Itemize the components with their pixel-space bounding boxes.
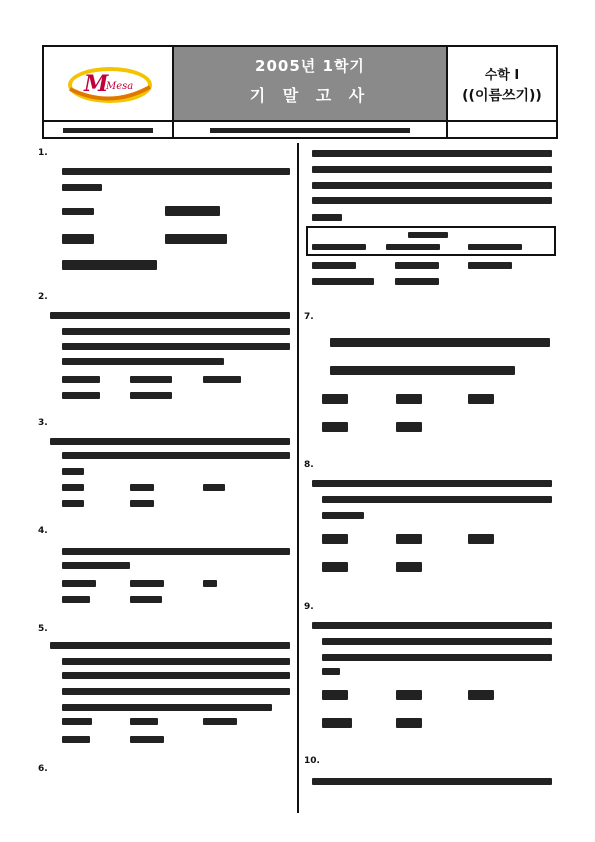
answer-option bbox=[62, 484, 84, 491]
question-number: 4. bbox=[38, 526, 48, 536]
answer-option bbox=[130, 392, 172, 399]
question-text-line bbox=[62, 328, 290, 335]
answer-option bbox=[395, 262, 439, 269]
answer-option bbox=[396, 718, 422, 728]
svg-text:M: M bbox=[84, 71, 109, 97]
question-text-line bbox=[330, 338, 550, 347]
question-text-line bbox=[322, 512, 364, 519]
exam-header bbox=[42, 45, 558, 139]
question-number: 8. bbox=[304, 460, 314, 470]
question-text-line bbox=[322, 654, 552, 661]
answer-option bbox=[165, 234, 227, 244]
subject-cell bbox=[448, 47, 556, 120]
answer-option bbox=[62, 718, 92, 725]
answer-option bbox=[165, 206, 220, 216]
answer-option bbox=[468, 534, 494, 544]
question-number: 10. bbox=[304, 756, 320, 766]
answer-option bbox=[396, 562, 422, 572]
question-text-line bbox=[62, 672, 290, 679]
question-text-line bbox=[62, 658, 290, 665]
question-text-line bbox=[62, 168, 290, 175]
subject-name: 수학 I bbox=[484, 68, 520, 83]
answer-option bbox=[62, 580, 96, 587]
answer-option bbox=[203, 484, 225, 491]
answer-option bbox=[62, 208, 94, 215]
header-info-row bbox=[44, 120, 556, 139]
question-text-line bbox=[312, 166, 552, 173]
answer-option bbox=[130, 500, 154, 507]
question-number: 7. bbox=[304, 312, 314, 322]
question-text-line bbox=[50, 438, 290, 445]
question-text-line bbox=[312, 214, 342, 221]
answer-option bbox=[322, 562, 348, 572]
question-number: 6. bbox=[38, 764, 48, 774]
header-info-left bbox=[44, 122, 174, 139]
exam-title: 기 말 고 사 bbox=[249, 86, 371, 105]
answer-option bbox=[396, 690, 422, 700]
answer-option bbox=[203, 376, 241, 383]
question-text-line bbox=[62, 343, 290, 350]
question-text-line bbox=[62, 452, 290, 459]
answer-option bbox=[322, 394, 348, 404]
question-text-line bbox=[62, 468, 84, 475]
box-text bbox=[386, 244, 440, 250]
answer-option bbox=[396, 422, 422, 432]
question-number: 3. bbox=[38, 418, 48, 428]
question-text-line bbox=[50, 312, 290, 319]
answer-option bbox=[312, 278, 374, 285]
question-text-line bbox=[322, 668, 340, 675]
answer-option bbox=[322, 690, 348, 700]
answer-option bbox=[203, 718, 237, 725]
box-text bbox=[468, 244, 522, 250]
answer-option bbox=[130, 376, 172, 383]
question-text-line bbox=[312, 480, 552, 487]
question-text-line bbox=[62, 548, 290, 555]
answer-option bbox=[468, 394, 494, 404]
answer-option bbox=[312, 262, 356, 269]
question-text-line bbox=[312, 622, 552, 629]
question-text-line bbox=[312, 197, 552, 204]
name-field: ((이름쓰기)) bbox=[462, 88, 542, 104]
question-text-line bbox=[50, 642, 290, 649]
question-number: 9. bbox=[304, 602, 314, 612]
answer-option bbox=[62, 234, 94, 244]
condition-box bbox=[306, 226, 556, 256]
question-number: 5. bbox=[38, 624, 48, 634]
answer-option bbox=[130, 718, 158, 725]
question-text-line bbox=[322, 638, 552, 645]
answer-option bbox=[322, 422, 348, 432]
answer-option bbox=[468, 690, 494, 700]
answer-option bbox=[468, 262, 512, 269]
question-text-line bbox=[62, 704, 272, 711]
answer-option bbox=[62, 500, 84, 507]
box-text bbox=[408, 232, 448, 238]
header-info-mid bbox=[174, 122, 448, 139]
question-text-line bbox=[312, 150, 552, 157]
title-cell bbox=[174, 47, 448, 120]
question-text-line bbox=[62, 562, 130, 569]
answer-option bbox=[396, 534, 422, 544]
answer-option bbox=[62, 260, 157, 270]
svg-text:Mesa: Mesa bbox=[106, 81, 134, 92]
question-text-line bbox=[62, 688, 290, 695]
answer-option bbox=[130, 484, 154, 491]
question-number: 2. bbox=[38, 292, 48, 302]
answer-option bbox=[322, 534, 348, 544]
answer-option bbox=[396, 394, 422, 404]
answer-option bbox=[130, 580, 164, 587]
question-text-line bbox=[312, 182, 552, 189]
answer-option bbox=[62, 596, 90, 603]
question-number: 1. bbox=[38, 148, 48, 158]
exam-term: 2005년 1학기 bbox=[255, 57, 365, 75]
school-logo bbox=[66, 59, 154, 107]
question-text-line bbox=[312, 778, 552, 785]
question-text-line bbox=[322, 496, 552, 503]
box-text bbox=[312, 244, 366, 250]
logo-cell bbox=[44, 47, 174, 120]
answer-option bbox=[203, 580, 217, 587]
answer-option bbox=[130, 596, 162, 603]
question-text-line bbox=[62, 358, 224, 365]
answer-option bbox=[62, 376, 100, 383]
answer-option bbox=[322, 718, 352, 728]
answer-option bbox=[62, 736, 90, 743]
answer-option bbox=[130, 736, 164, 743]
answer-option bbox=[62, 392, 100, 399]
column-divider bbox=[297, 143, 299, 813]
answer-option bbox=[395, 278, 439, 285]
question-text-line bbox=[330, 366, 515, 375]
question-text-line bbox=[62, 184, 102, 191]
